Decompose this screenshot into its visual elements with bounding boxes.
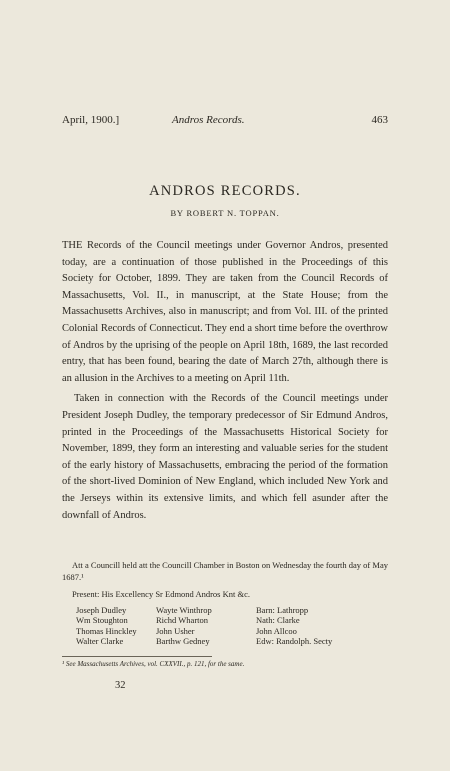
running-header <box>62 114 388 130</box>
member-name: Nath: Clarke <box>256 615 300 626</box>
members-column-3 <box>256 605 332 647</box>
header-date: April, 1900.] <box>62 114 120 126</box>
page-number: 463 <box>371 114 388 126</box>
member-name: Wayte Winthrop <box>156 605 212 615</box>
council-meeting-note: Att a Councill held att the Councill Chamber in Boston on Wednesday the fourth day of May 1687.¹ <box>62 560 388 582</box>
article-body <box>62 238 388 524</box>
member-name: John Usher <box>156 625 195 636</box>
signature-mark: 32 <box>115 680 126 691</box>
member-name: Richd Wharton <box>156 615 209 626</box>
members-column-1 <box>76 605 137 647</box>
member-name: Walter Clarke <box>76 636 124 647</box>
member-name: Edw: Randolph. Secty <box>256 636 333 647</box>
members-column-2 <box>156 605 212 647</box>
article-title: ANDROS RECORDS. <box>149 183 301 199</box>
member-name: Thomas Hinckley <box>76 625 137 636</box>
member-name: Wm Stoughton <box>76 615 128 626</box>
footnote-rule <box>62 656 212 657</box>
member-name: John Allcoo <box>256 625 297 636</box>
member-name: Joseph Dudley <box>76 605 127 615</box>
member-name: Barn: Lathropp <box>256 605 309 615</box>
present-line: Present: His Excellency Sr Edmond Andros Knt &c. <box>72 589 251 599</box>
header-running-title: Andros Records. <box>172 114 245 126</box>
article-byline: BY ROBERT N. TOPPAN. <box>170 208 280 218</box>
paragraph-1: THE Records of the Council meetings under Governor Andros, presented today, are a continuation of those published in the Proceedings of this Society for October, 1899. They are taken from the Council Records of Massachusetts, Vol. II., in manuscript, at the State House; from the Massachusetts Archives, also in manuscript; and from Vol. III. of the printed Colonial Records of Connecticut. They end a short time before the overthrow of Andros by the uprising of the people on April 18th, 1689, the last recorded entry, that has been found, bearing the date of March 27th, although there is an allusion in the Archives to a meeting on April 11th. <box>62 240 388 384</box>
footnote: ¹ See Massachusetts Archives, vol. CXXVII., p. 121, for the same. <box>62 660 245 668</box>
member-name: Barthw Gedney <box>156 636 210 647</box>
paragraph-2: Taken in connection with the Records of the Council meetings under President Joseph Dudley, the temporary predecessor of Sir Edmund Andros, printed in the Proceedings of the Massachusetts Historical Society for November, 1899, they form an interesting and valuable series for the student of the early history of Massachusetts, embracing the period of the formation of the short-lived Dominion of New England, which included New York and the Jerseys within its extensive limits, and which fell asunder after the downfall of Andros. <box>62 393 388 521</box>
